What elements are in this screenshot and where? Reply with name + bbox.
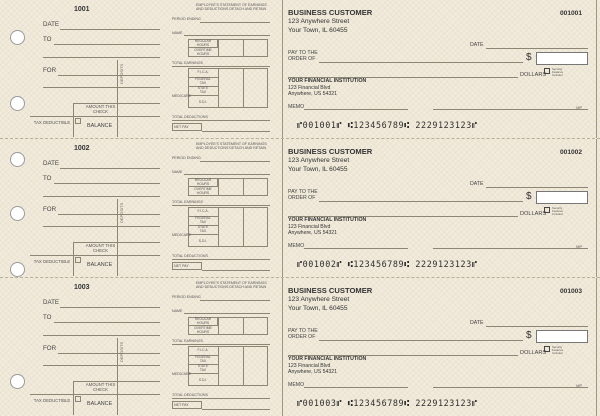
check-stub	[30, 139, 168, 277]
dollar-sign: $	[526, 52, 532, 63]
state-tax-label: STATE TAX	[197, 225, 209, 233]
dollars-label: DOLLARS	[520, 211, 547, 217]
total-deductions-label: TOTAL DEDUCTIONS	[172, 254, 208, 258]
business-address-2: Your Town, IL 60455	[288, 166, 348, 173]
signature-line[interactable]	[433, 248, 588, 249]
date-label: DATE	[470, 181, 484, 187]
check-number: 001002	[559, 149, 582, 156]
grid-col	[243, 346, 244, 386]
stub-for-line-2[interactable]	[43, 226, 160, 227]
grid-col	[243, 39, 244, 57]
federal-tax-label: FEDERAL TAX	[195, 216, 211, 224]
bank-name: YOUR FINANCIAL INSTITUTION	[288, 356, 367, 362]
check-number: 001003	[559, 288, 582, 295]
security-note: Security Features Included	[552, 345, 564, 355]
stub-date-line[interactable]	[60, 168, 160, 169]
stub-to-line-2[interactable]	[43, 335, 160, 336]
name-label: NAME	[172, 170, 183, 174]
regular-hours-label: REGULAR HOURS	[194, 317, 212, 325]
stub-divider	[117, 199, 118, 276]
stub-to-line[interactable]	[54, 322, 160, 323]
grid-col	[218, 207, 219, 247]
stub-balance-label: BALANCE	[87, 123, 113, 129]
date-line[interactable]	[486, 187, 588, 188]
grid-col	[218, 317, 219, 335]
stub-tax-deductible: TAX DEDUCTIBLE	[33, 398, 71, 403]
stub-check-number: 1002	[74, 145, 90, 152]
bank-name: YOUR FINANCIAL INSTITUTION	[288, 217, 367, 223]
stub-date-label: DATE	[43, 21, 60, 28]
pay-to-label: PAY TO THE ORDER OF	[288, 328, 318, 340]
date-line[interactable]	[486, 48, 588, 49]
ded-row	[188, 234, 218, 235]
name-line[interactable]	[184, 313, 270, 314]
lock-icon	[544, 68, 550, 74]
net-pay-line[interactable]	[202, 270, 270, 271]
sdi-label: S.D.I.	[198, 378, 208, 382]
total-earnings-label: TOTAL EARNINGS	[172, 61, 203, 65]
stub-to-label: TO	[43, 36, 52, 43]
signature-line[interactable]	[433, 109, 588, 110]
grid-col	[243, 178, 244, 196]
bank-address-1: 123 Financial Blvd	[288, 224, 331, 230]
memo-line[interactable]	[304, 248, 408, 249]
regular-hours-label: REGULAR HOURS	[194, 178, 212, 186]
pay-to-label: PAY TO THE ORDER OF	[288, 50, 318, 62]
check-stub	[30, 278, 168, 416]
check	[282, 278, 597, 416]
signature-line[interactable]	[433, 387, 588, 388]
business-address-2: Your Town, IL 60455	[288, 305, 348, 312]
fica-label: F.I.C.A.	[197, 70, 209, 74]
date-label: DATE	[470, 42, 484, 48]
bank-address-1: 123 Financial Blvd	[288, 363, 331, 369]
regular-hours-label: REGULAR HOURS	[194, 39, 212, 47]
check-row	[0, 0, 600, 138]
stub-balance-label: BALANCE	[87, 401, 113, 407]
check-number: 001001	[559, 10, 582, 17]
perforation-line	[0, 277, 600, 278]
stub-for-label: FOR	[43, 345, 57, 352]
micr-line: ⑈001001⑈ ⑆123456789⑆ 2229123123⑈	[297, 120, 478, 130]
mp-label: MP	[576, 384, 582, 388]
business-name: BUSINESS CUSTOMER	[288, 286, 373, 295]
stub-amount-this-check: AMOUNT THIS CHECK	[85, 243, 116, 253]
total-deductions-line	[172, 259, 270, 260]
stub-rule	[30, 116, 160, 117]
period-ending-line[interactable]	[200, 22, 270, 23]
total-deductions-label: TOTAL DEDUCTIONS	[172, 115, 208, 119]
perforation-line	[0, 138, 600, 139]
net-pay-label: NET PAY	[174, 125, 189, 129]
binder-hole	[10, 262, 25, 277]
federal-tax-label: FEDERAL TAX	[195, 355, 211, 363]
binder-hole	[10, 152, 25, 167]
grid-col	[218, 68, 219, 108]
total-earnings-line	[172, 66, 270, 67]
binder-hole	[10, 374, 25, 389]
net-pay-line[interactable]	[202, 131, 270, 132]
period-ending-label: PERIOD ENDING	[172, 156, 201, 160]
stub-date-label: DATE	[43, 160, 60, 167]
dollars-label: DOLLARS	[520, 72, 547, 78]
mp-label: MP	[576, 106, 582, 110]
dollar-sign: $	[526, 330, 532, 341]
micr-line: ⑈001003⑈ ⑆123456789⑆ 2229123123⑈	[297, 398, 478, 408]
period-ending-label: PERIOD ENDING	[172, 17, 201, 21]
check-stub	[30, 0, 168, 138]
stub-amount-this-check: AMOUNT THIS CHECK	[85, 104, 116, 114]
earnings-statement	[170, 0, 278, 138]
statement-title: EMPLOYEE'S STATEMENT OF EARNINGS AND DEDUCTIONS DETACH AND RETAIN	[196, 3, 267, 11]
memo-label: MEMO	[288, 104, 305, 110]
pay-to-label: PAY TO THE ORDER OF	[288, 189, 318, 201]
binder-hole	[10, 96, 25, 111]
name-label: NAME	[172, 31, 183, 35]
name-line[interactable]	[184, 35, 270, 36]
stub-divider	[117, 60, 118, 137]
sdi-label: S.D.I.	[198, 100, 208, 104]
bank-address-2: Anywhere, US 54321	[288, 91, 338, 97]
stub-for-line[interactable]	[58, 214, 160, 215]
check-row	[0, 278, 600, 416]
bank-address-2: Anywhere, US 54321	[288, 230, 338, 236]
ded-row	[188, 373, 218, 374]
stub-amount-this-check: AMOUNT THIS CHECK	[85, 382, 116, 392]
stub-tax-deductible: TAX DEDUCTIBLE	[33, 120, 71, 125]
state-tax-label: STATE TAX	[197, 86, 209, 94]
stub-tax-divider	[73, 103, 74, 137]
binder-hole	[10, 30, 25, 45]
stub-for-line-2[interactable]	[43, 365, 160, 366]
total-deductions-line	[172, 120, 270, 121]
stub-to-label: TO	[43, 314, 52, 321]
business-address-1: 123 Anywhere Street	[288, 296, 350, 303]
stub-to-line[interactable]	[54, 183, 160, 184]
name-line[interactable]	[184, 174, 270, 175]
stub-date-line[interactable]	[60, 29, 160, 30]
memo-line[interactable]	[304, 109, 408, 110]
stub-for-line-2[interactable]	[43, 87, 160, 88]
bank-name: YOUR FINANCIAL INSTITUTION	[288, 78, 367, 84]
statement-title: EMPLOYEE'S STATEMENT OF EARNINGS AND DEDUCTIONS DETACH AND RETAIN	[196, 142, 267, 150]
stub-to-line[interactable]	[54, 44, 160, 45]
period-ending-line[interactable]	[200, 300, 270, 301]
stub-tax-checkbox[interactable]	[75, 257, 81, 263]
net-pay-line[interactable]	[202, 409, 270, 410]
stub-tax-checkbox[interactable]	[75, 396, 81, 402]
lock-icon	[544, 346, 550, 352]
period-ending-label: PERIOD ENDING	[172, 295, 201, 299]
total-deductions-line	[172, 398, 270, 399]
grid-col	[243, 68, 244, 108]
stub-for-line[interactable]	[58, 353, 160, 354]
overtime-hours-label: OVERTIME HOURS	[194, 187, 212, 195]
payee-line[interactable]	[319, 62, 523, 63]
stub-to-line-2[interactable]	[43, 57, 160, 58]
total-earnings-label: TOTAL EARNINGS	[172, 200, 203, 204]
stub-check-number: 1001	[74, 6, 90, 13]
amount-box[interactable]	[536, 191, 588, 204]
total-deductions-label: TOTAL DEDUCTIONS	[172, 393, 208, 397]
mp-label: MP	[576, 245, 582, 249]
stub-date-label: DATE	[43, 299, 60, 306]
stub-check-number: 1003	[74, 284, 90, 291]
date-line[interactable]	[486, 326, 588, 327]
lock-icon	[544, 207, 550, 213]
business-address-1: 123 Anywhere Street	[288, 18, 350, 25]
stub-tax-divider	[73, 242, 74, 276]
date-label: DATE	[470, 320, 484, 326]
fica-label: F.I.C.A.	[197, 209, 209, 213]
dollars-label: DOLLARS	[520, 350, 547, 356]
medicare-label: MEDICARE	[172, 372, 191, 376]
grid-col	[243, 317, 244, 335]
stub-deposits-label: DEPOSITS	[119, 341, 124, 362]
stub-deposits-label: DEPOSITS	[119, 63, 124, 84]
check	[282, 0, 597, 138]
stub-for-line[interactable]	[58, 75, 160, 76]
net-pay-label: NET PAY	[174, 403, 189, 407]
stub-deposits-label: DEPOSITS	[119, 202, 124, 223]
bank-address-1: 123 Financial Blvd	[288, 85, 331, 91]
earnings-statement	[170, 278, 278, 416]
grid-col	[218, 178, 219, 196]
stub-tax-deductible: TAX DEDUCTIBLE	[33, 259, 71, 264]
stub-rule	[30, 255, 160, 256]
stub-for-label: FOR	[43, 206, 57, 213]
security-note: Security Features Included	[552, 206, 564, 216]
fica-label: F.I.C.A.	[197, 348, 209, 352]
stub-to-line-2[interactable]	[43, 196, 160, 197]
ded-row	[188, 95, 218, 96]
stub-for-label: FOR	[43, 67, 57, 74]
stub-tax-checkbox[interactable]	[75, 118, 81, 124]
business-address-1: 123 Anywhere Street	[288, 157, 350, 164]
grid-col	[218, 39, 219, 57]
stub-date-line[interactable]	[60, 307, 160, 308]
grid-col	[218, 346, 219, 386]
statement-title: EMPLOYEE'S STATEMENT OF EARNINGS AND DEDUCTIONS DETACH AND RETAIN	[196, 281, 267, 289]
security-note: Security Features Included	[552, 67, 564, 77]
federal-tax-label: FEDERAL TAX	[195, 77, 211, 85]
business-name: BUSINESS CUSTOMER	[288, 8, 373, 17]
grid-col	[243, 207, 244, 247]
memo-line[interactable]	[304, 387, 408, 388]
sdi-label: S.D.I.	[198, 239, 208, 243]
period-ending-line[interactable]	[200, 161, 270, 162]
business-name: BUSINESS CUSTOMER	[288, 147, 373, 156]
memo-label: MEMO	[288, 243, 305, 249]
overtime-hours-label: OVERTIME HOURS	[194, 48, 212, 56]
earnings-statement	[170, 139, 278, 277]
total-earnings-line	[172, 344, 270, 345]
dollar-sign: $	[526, 191, 532, 202]
state-tax-label: STATE TAX	[197, 364, 209, 372]
amount-box[interactable]	[536, 52, 588, 65]
binder-hole	[10, 206, 25, 221]
stub-tax-divider	[73, 381, 74, 415]
check-row	[0, 139, 600, 277]
stub-divider	[117, 338, 118, 415]
business-address-2: Your Town, IL 60455	[288, 27, 348, 34]
medicare-label: MEDICARE	[172, 94, 191, 98]
overtime-hours-label: OVERTIME HOURS	[194, 326, 212, 334]
check	[282, 139, 597, 277]
stub-rule	[30, 394, 160, 395]
amount-box[interactable]	[536, 330, 588, 343]
total-earnings-line	[172, 205, 270, 206]
stub-to-label: TO	[43, 175, 52, 182]
memo-label: MEMO	[288, 382, 305, 388]
stub-balance-label: BALANCE	[87, 262, 113, 268]
net-pay-label: NET PAY	[174, 264, 189, 268]
payee-line[interactable]	[319, 340, 523, 341]
payee-line[interactable]	[319, 201, 523, 202]
micr-line: ⑈001002⑈ ⑆123456789⑆ 2229123123⑈	[297, 259, 478, 269]
name-label: NAME	[172, 309, 183, 313]
medicare-label: MEDICARE	[172, 233, 191, 237]
bank-address-2: Anywhere, US 54321	[288, 369, 338, 375]
total-earnings-label: TOTAL EARNINGS	[172, 339, 203, 343]
